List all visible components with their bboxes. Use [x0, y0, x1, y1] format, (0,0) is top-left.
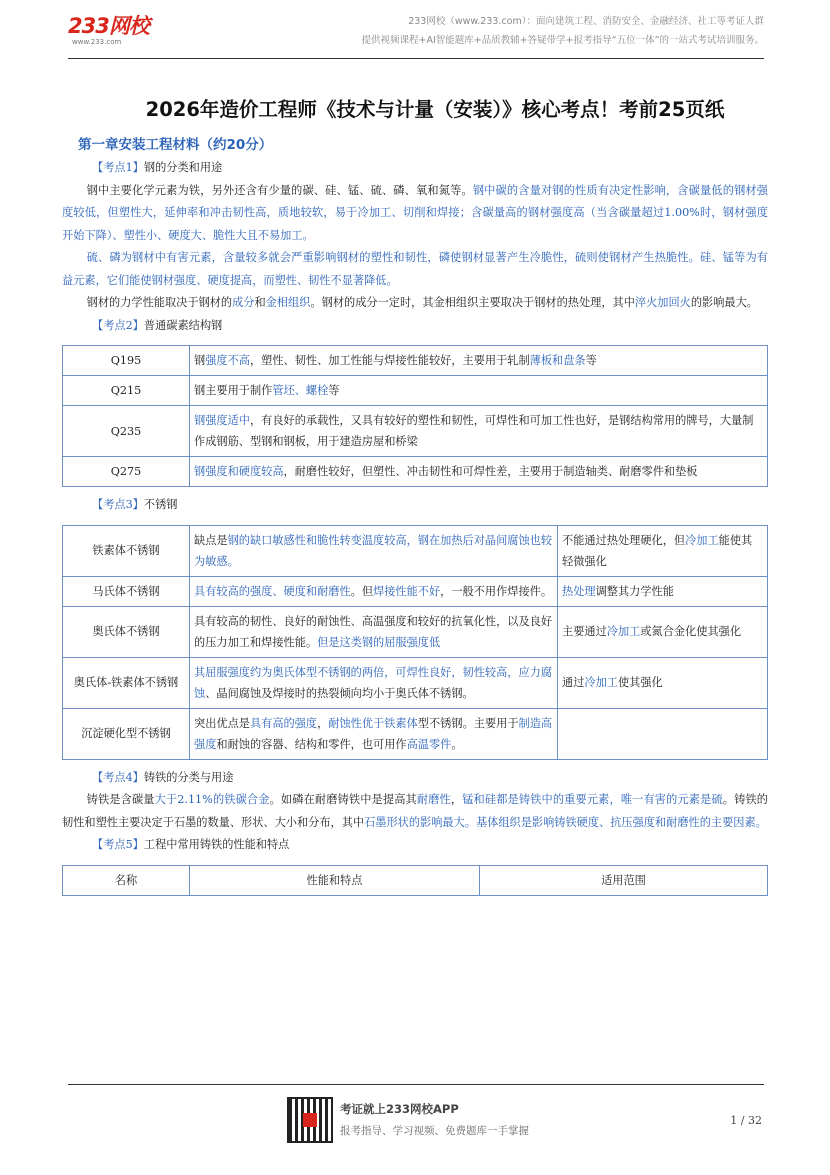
- description-cell: [190, 457, 768, 487]
- grade-cell: Q275: [63, 457, 190, 487]
- text: 使其强化: [617, 676, 663, 689]
- footer-app-promo: 考证就上233网校APP: [340, 1102, 459, 1116]
- highlight-text: 钢中碳的含量对钢的性质有决定性影响，含碳量低的钢材强度较低，但塑性大，延伸率和冲击韧性高，质地较软，易于冷加工、切削和焊接；含碳量高的钢材强度高（当含碳量超过1.00%时，钢材强度开始下降）、塑性小、硬度大、脆性大且不易加工。: [62, 183, 768, 242]
- grade-cell: Q215: [63, 376, 190, 406]
- highlight-text: 金相组织: [265, 296, 311, 309]
- property-cell: [190, 708, 558, 759]
- point-tag: 【考点4】: [92, 770, 144, 784]
- highlight-text: 大于2.11%的铁碳合金: [154, 793, 270, 806]
- text: 钢中主要化学元素为铁，另外还含有少量的碳、硅、锰、硫、磷、氧和氮等。: [86, 183, 473, 197]
- point-tag: 【考点3】: [92, 498, 144, 511]
- header-applications: 适用范围: [480, 865, 768, 895]
- point-5-heading: [62, 834, 768, 857]
- carbon-steel-table: [62, 345, 768, 487]
- highlight-text: 具有高的强度: [249, 716, 318, 730]
- text: ，塑性、韧性、加工性能与焊接性能较好，主要用于轧制: [249, 354, 530, 367]
- footer-divider: [68, 1084, 764, 1085]
- cast-iron-table: [62, 865, 768, 896]
- header-properties: 性能和特点: [190, 865, 480, 895]
- table-row: [63, 657, 768, 708]
- qr-logo-icon: [303, 1113, 317, 1127]
- type-cell: 奥氏体-铁素体不锈钢: [63, 657, 190, 708]
- text: 通过: [562, 676, 585, 689]
- highlight-text: 具有较高的强度、硬度和耐磨性: [194, 584, 351, 598]
- strengthening-cell: [558, 606, 768, 657]
- paragraph-mechanical-properties: [62, 292, 768, 315]
- text: 或氮合金化使其强化: [640, 625, 742, 638]
- highlight-text: 钢强度适中: [194, 414, 250, 427]
- text: 。如磷在耐磨铸铁中是提高其: [269, 793, 417, 806]
- highlight-text: 制造高强度: [194, 716, 553, 751]
- point-3-heading: [62, 494, 768, 517]
- highlight-text: 管坯、螺栓: [272, 384, 329, 397]
- document-title: 2026年造价工程师《技术与计量（安装）》核心考点！考前25页纸: [145, 98, 725, 121]
- strengthening-cell: [558, 657, 768, 708]
- logo-text: 233网校: [68, 14, 149, 38]
- point-tag: 【考点1】: [92, 161, 144, 174]
- highlight-text: 石墨形状的影响最大。基体组织是影响铸铁硬度、抗压强度和耐磨性的主要因素。: [364, 815, 767, 829]
- text: 。: [451, 737, 463, 751]
- strengthening-cell: [558, 525, 768, 576]
- header-line-2: 提供视频课程+AI智能题库+品质教辅+答疑带学+报考指导“五位一体”的一站式考试培训服务。: [361, 35, 764, 46]
- highlight-text: 其屈服强度约为奥氏体型不锈钢的两倍，可焊性良好，韧性较高，应力腐蚀: [194, 665, 553, 700]
- text: ，一般不用作焊接件。: [440, 584, 553, 598]
- text: 型不锈钢。主要用于: [417, 716, 519, 730]
- highlight-text: 钢的缺口敏感性和脆性转变温度较高，钢在加热后对晶间腐蚀也较为敏感。: [194, 533, 553, 568]
- page-header: [0, 0, 830, 60]
- text: 。铸铁的韧性和塑性主要决定于石墨的数量、形状、大小和分布，其中: [62, 793, 768, 829]
- description-cell: [190, 406, 768, 457]
- point-1-heading: [62, 157, 768, 180]
- paragraph-harmful-elements: 硫、磷为钢材中有害元素，含量较多就会严重影响钢材的塑性和韧性，磷使钢材显著产生冷脆性，硫则使钢材产生热脆性。硅、锰等为有益元素，它们能使钢材强度、硬度提高，而塑性、韧性不显著降低。: [62, 251, 768, 287]
- page-number: 1 / 32: [730, 1114, 762, 1127]
- header-divider: [68, 58, 764, 59]
- type-cell: 马氏体不锈钢: [63, 576, 190, 606]
- table-row: [63, 576, 768, 606]
- paragraph-cast-iron: [62, 789, 768, 834]
- header-description: [362, 12, 765, 50]
- property-cell: [190, 657, 558, 708]
- type-cell: 奥氏体不锈钢: [63, 606, 190, 657]
- text: 等: [328, 384, 340, 397]
- text: 缺点是: [194, 533, 228, 547]
- table-row: [63, 457, 768, 487]
- highlight-text: 热处理: [562, 584, 596, 598]
- point-title: 钢的分类和用途: [143, 161, 223, 174]
- text: 。但: [350, 584, 374, 598]
- point-2-heading: [62, 315, 768, 338]
- highlight-text: 锰和硅都是铸铁中的重要元素，唯一有害的元素是硫: [462, 793, 723, 806]
- highlight-text: 耐蚀性优于铁素体: [328, 716, 418, 730]
- text: 等: [585, 354, 597, 367]
- brand-logo[interactable]: [68, 10, 168, 44]
- point-tag: 【考点2】: [92, 318, 144, 332]
- highlight-text: 成分: [232, 296, 255, 309]
- header-name: 名称: [63, 865, 190, 895]
- highlight-text: 薄板和盘条: [529, 354, 586, 367]
- strengthening-cell: [558, 708, 768, 759]
- point-4-heading: [62, 767, 768, 790]
- text: 具有较高的韧性、良好的耐蚀性、高温强度和较好的抗氧化性，以及良好的压力加工和焊接性能。: [194, 614, 553, 649]
- description-cell: [190, 376, 768, 406]
- text: 钢主要用于制作: [194, 384, 273, 397]
- text: 。钢材的成分一定时，其金相组织主要取决于钢材的热处理，其中: [310, 296, 635, 309]
- paragraph-steel-elements: [62, 180, 768, 248]
- table-row: [63, 406, 768, 457]
- highlight-text: 强度不高: [205, 354, 250, 367]
- chapter-heading: 第一章安装工程材料（约20分）: [78, 137, 273, 153]
- table-header-row: [63, 865, 768, 895]
- stainless-steel-table: [62, 525, 768, 760]
- table-row: [63, 708, 768, 759]
- table-row: [63, 376, 768, 406]
- text: 能使其轻微强化: [562, 533, 753, 568]
- footer-app-tagline: 报考指导、学习视频、免费题库一手掌握: [340, 1125, 529, 1137]
- text: 钢材的力学性能取决于钢材的: [86, 296, 233, 309]
- highlight-text: 淬火加回火: [634, 296, 691, 309]
- text: ，耐磨性较好，但塑性、冲击韧性和可焊性差，主要用于制造轴类、耐磨零件和垫板: [283, 465, 698, 478]
- property-cell: [190, 576, 558, 606]
- text: 铸铁是含碳量: [86, 793, 155, 806]
- highlight-text: 钢强度和硬度较高: [194, 465, 284, 478]
- qr-code-icon[interactable]: [287, 1097, 333, 1143]
- text: ，: [317, 716, 329, 730]
- header-line-1: 233网校（www.233.com）：面向建筑工程、消防安全、金融经济、社工等考证人群: [408, 16, 764, 27]
- type-cell: 沉淀硬化型不锈钢: [63, 708, 190, 759]
- table-row: [63, 525, 768, 576]
- text: ，有良好的承载性，又具有较好的塑性和韧性，可焊性和可加工性也好，是钢结构常用的牌号，大量制作成钢筋、型钢和钢板，用于建造房屋和桥梁: [194, 414, 754, 448]
- highlight-text: 焊接性能不好: [373, 584, 441, 598]
- document-body: [62, 133, 768, 896]
- point-title: 工程中常用铸铁的性能和特点: [143, 838, 290, 851]
- text: 钢: [194, 354, 206, 367]
- text: 主要通过: [562, 625, 607, 638]
- highlight-text: 耐磨性: [416, 793, 451, 806]
- highlight-text: 高温零件: [406, 737, 452, 751]
- point-title: 不锈钢: [143, 498, 178, 511]
- description-cell: [190, 346, 768, 376]
- grade-cell: Q235: [63, 406, 190, 457]
- text: ，: [450, 793, 463, 806]
- text: 突出优点是: [194, 716, 250, 730]
- highlight-text: 冷加工: [584, 676, 618, 689]
- type-cell: 铁素体不锈钢: [63, 525, 190, 576]
- text: 、晶间腐蚀及焊接时的热裂倾向均小于奥氏体不锈钢。: [205, 686, 474, 700]
- property-cell: [190, 606, 558, 657]
- text: 调整其力学性能: [595, 584, 674, 598]
- text: 的影响最大。: [690, 296, 758, 309]
- table-row: [63, 606, 768, 657]
- text: 不能通过热处理硬化，但: [562, 533, 686, 547]
- text: 和耐蚀的容器、结构和零件，也可用作: [216, 737, 407, 751]
- table-row: [63, 346, 768, 376]
- grade-cell: Q195: [63, 346, 190, 376]
- highlight-text: 但是这类钢的屈服强度低: [317, 635, 441, 649]
- highlight-text: 冷加工: [685, 533, 719, 547]
- strengthening-cell: [558, 576, 768, 606]
- property-cell: [190, 525, 558, 576]
- point-tag: 【考点5】: [92, 838, 144, 851]
- highlight-text: 冷加工: [606, 625, 641, 638]
- point-title: 铸铁的分类与用途: [143, 770, 234, 784]
- text: 和: [254, 296, 266, 309]
- logo-url: www.233.com: [72, 38, 122, 46]
- point-title: 普通碳素结构钢: [143, 318, 223, 332]
